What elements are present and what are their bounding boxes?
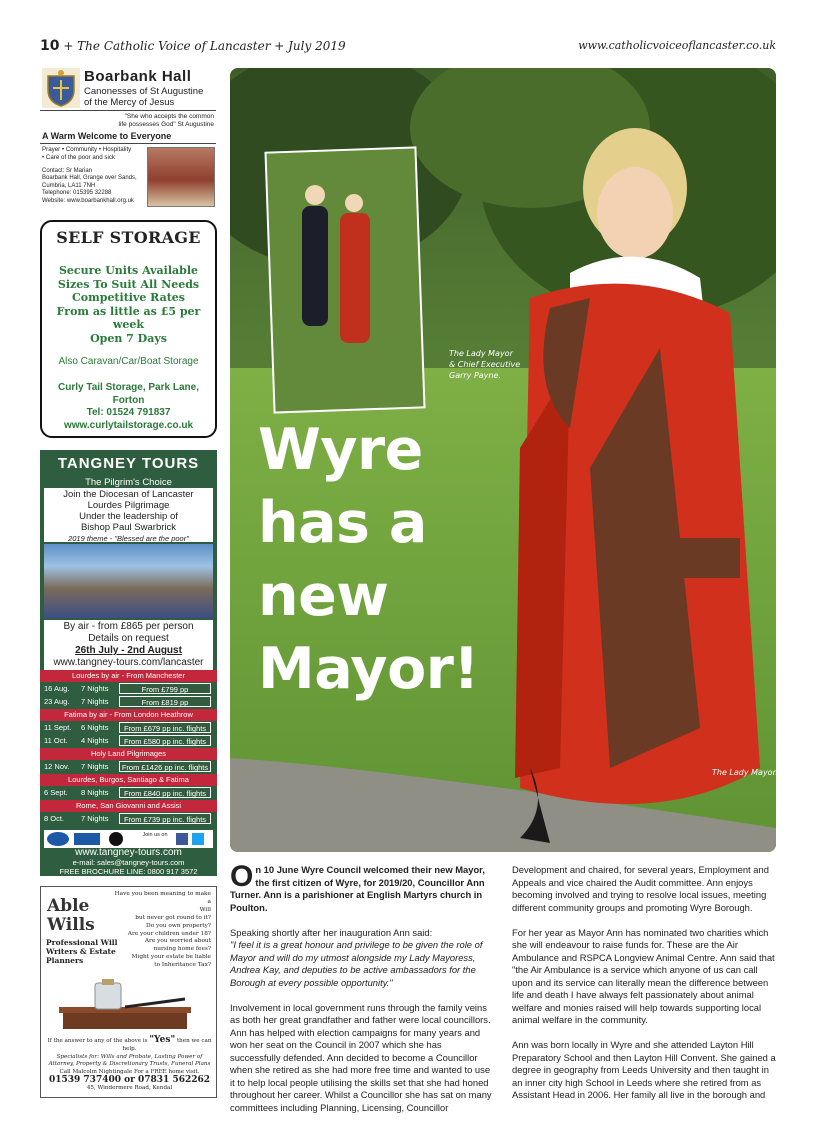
trip-date: 23 Aug. <box>44 697 70 706</box>
contact-line: Cumbria, LA11 7NH <box>42 182 96 189</box>
ad-subtitle: Canonesses of St Augustine <box>84 86 204 97</box>
feature-line: Sizes To Suit All Needs <box>57 277 200 291</box>
trip-nights: 7 Nights <box>81 697 109 706</box>
prof-line: Professional Will <box>46 938 118 947</box>
trip-row[interactable] <box>40 760 217 773</box>
ad-also: Also Caravan/Car/Boat Storage <box>58 356 199 367</box>
headline-line: has a <box>258 490 427 556</box>
ad-title: Boarbank Hall <box>84 68 192 85</box>
article-headline <box>258 414 479 706</box>
trip-date: 6 Sept. <box>44 788 68 797</box>
inkwell-pen-icon <box>55 977 195 1032</box>
paragraph: For her year as Mayor Ann has nominated two charities which she will endeavour to raise funds for. These are the Air Ambulance and RSPCA Longview Animal Centre. Ann said that "the Air Ambulance is a service which anyone of us can call upon and its service can literally mean the difference between life and death I have always felt passionately about animal welfare and monies raised will help towards supporting local animal welfare in the community. <box>512 926 775 1025</box>
publication-line: + The Catholic Voice of Lancaster + July 2019 <box>63 39 346 53</box>
section-heading: Lourdes, Burgos, Santiago & Fatima <box>40 774 217 786</box>
ad-welcome: A Warm Welcome to Everyone <box>42 131 172 141</box>
paragraph: Ann was born locally in Wyre and she attended Layton Hill Preparatory School and then Layton Hill Convent. She gained a degree in geography from Leeds University and then taught in an inner city high School in Leeds where she retired from as Assistant Head in 2006. Her family all live in the borough and <box>512 1039 776 1100</box>
trip-price: From £679 pp inc. flights <box>119 722 211 733</box>
question-line: Will <box>199 906 211 913</box>
trip-price: From £739 pp inc. flights <box>119 813 211 824</box>
drop-cap: O <box>230 860 254 893</box>
header-left <box>40 38 346 54</box>
trip-nights: 7 Nights <box>81 684 109 693</box>
question-line: to Inheritance Tax? <box>154 962 211 969</box>
question-line: nursing home fees? <box>153 946 211 953</box>
answer-suffix: then we can help. <box>122 1038 212 1052</box>
headline-line: Wyre <box>258 417 423 483</box>
footer-email[interactable]: e-mail: sales@tangney-tours.com <box>72 858 185 867</box>
ad-contact <box>42 168 137 205</box>
photo-caption-inset <box>449 348 520 381</box>
prof-line: Planners <box>46 956 84 965</box>
offer-details: Details on request <box>88 633 169 644</box>
ad-subtitle: of the Mercy of Jesus <box>84 97 175 108</box>
pilgrimage-box <box>44 488 213 542</box>
phone-line: 01539 737400 or 07831 562262 <box>48 1074 211 1085</box>
accreditation-logos <box>44 830 213 848</box>
question-line: Are your children under 18? <box>127 930 211 937</box>
feature-line: From as little as £5 per <box>56 304 201 318</box>
question-line: Are you worried about <box>144 938 211 945</box>
theme-line: 2019 theme - "Blessed are the poor" <box>68 534 189 543</box>
divider <box>40 143 216 144</box>
section-heading: Rome, San Giovanni and Assisi <box>40 800 217 812</box>
phone-line: Tel: 01524 791837 <box>86 407 171 418</box>
trip-nights: 8 Nights <box>81 788 109 797</box>
paragraph: Involvement in local government runs through the family veins as both her great grandfather and father were local councillors. Ann has helped with election campaigns for many years and won her seat on the Council in 2007 which she has successfully defended. Ann decided to become a Councillor when she retired as she had more free time and wanted to use it to help local people utilising the skills set that she had honed throughout her career. Whilst a Councillor she has sat on many committees including Planning, Licensing, Councillor <box>230 1001 492 1113</box>
offer-url[interactable]: www.tangney-tours.com/lancaster <box>53 657 204 668</box>
ad-address <box>46 382 211 432</box>
trip-date: 11 Oct. <box>44 736 68 745</box>
trip-row[interactable] <box>40 682 217 695</box>
box-line: Bishop Paul Swarbrick <box>80 522 177 533</box>
trip-nights: 6 Nights <box>81 723 109 732</box>
trip-row[interactable] <box>40 695 217 708</box>
tangney-footer <box>40 848 217 876</box>
title-line: Wills <box>47 915 95 935</box>
prof-line: Writers & Estate <box>46 947 116 956</box>
chapel-photo <box>147 147 215 207</box>
title-line: Able <box>47 896 90 916</box>
ad-features <box>46 264 211 345</box>
feature-line: Open 7 Days <box>90 331 167 345</box>
feature-line: week <box>112 318 145 331</box>
address-line: Forton <box>112 394 145 406</box>
list-item: Prayer • Community • Hospitality <box>42 146 132 153</box>
article-column-1 <box>230 860 494 1127</box>
question-line: Do you own property? <box>146 922 211 929</box>
pilgrims-photo <box>44 544 213 618</box>
page-header <box>40 38 776 56</box>
ad-able-wills[interactable] <box>40 886 217 1098</box>
ad-title: TANGNEY TOURS <box>57 455 200 472</box>
trip-date: 16 Aug. <box>44 684 70 693</box>
address-line: 45, Windermere Road, Kendal <box>86 1084 173 1091</box>
ad-quote: life possesses God" St Augustine <box>118 121 214 128</box>
box-line: Lourdes Pilgrimage <box>87 500 170 511</box>
trip-nights: 7 Nights <box>81 762 109 771</box>
ad-questions <box>113 891 211 970</box>
ad-title: SELF STORAGE <box>56 228 201 247</box>
page-number: 10 <box>40 38 60 54</box>
offer-dates: 26th July - 2nd August <box>75 645 182 656</box>
ad-tangney-tours[interactable] <box>40 450 217 848</box>
join-label: Join us on <box>142 832 168 838</box>
contact-line[interactable]: Website: www.boarbankhall.org.uk <box>42 197 134 204</box>
paragraph: Speaking shortly after her inauguration Ann said: <box>230 926 433 938</box>
footer-phone: FREE BROCHURE LINE: 0800 917 3572 <box>59 867 198 876</box>
trip-date: 8 Oct. <box>44 814 65 823</box>
caption-line: The Lady Mayor <box>449 349 513 358</box>
crest-icon <box>42 68 80 108</box>
photo-caption-main: The Lady Mayor. <box>712 768 778 777</box>
answer-word: "Yes" <box>149 1035 176 1045</box>
contact-line: Telephone: 015395 32288 <box>42 190 112 197</box>
trip-price: From £1426 pp inc. flights <box>119 761 211 772</box>
specialists-line: Specialists for: Wills and Probate, Lasting Power of Attorney, Property & Discretionary Trusts, Funeral Plans <box>48 1053 211 1068</box>
footer-url[interactable]: www.tangney-tours.com <box>75 848 182 858</box>
trip-row[interactable] <box>40 734 217 747</box>
feature-line: Secure Units Available <box>58 264 199 277</box>
section-heading: Fatima by air - From London Heathrow <box>40 709 217 721</box>
box-line: Under the leadership of <box>79 511 178 522</box>
contact-line: Contact: Sr Marian <box>42 168 93 174</box>
trip-row[interactable] <box>40 721 217 734</box>
answer-prefix: If the answer to any of the above is <box>47 1038 148 1044</box>
trip-row[interactable] <box>40 812 217 825</box>
caption-line: Garry Payne. <box>449 371 501 380</box>
ad-tagline: The Pilgrim's Choice <box>85 477 172 488</box>
lead-paragraph <box>230 860 494 914</box>
question-line: but never got round to it? <box>135 914 211 921</box>
question-line: Might your estate be liable <box>131 954 211 961</box>
lead-text: n 10 June Wyre Council welcomed their new Mayor, the first citizen of Wyre, for 2019/20, Councillor Ann Turner. Ann is a parishioner at English Martyrs church in Poulton. <box>230 864 485 913</box>
headline-line: new <box>258 563 389 629</box>
ad-self-storage[interactable] <box>40 220 217 438</box>
trip-nights: 7 Nights <box>81 814 109 823</box>
question-line: Have you been meaning to make a <box>114 891 211 905</box>
logos-strip-icon <box>44 830 213 848</box>
offer-price: By air - from £865 per person <box>63 621 194 632</box>
box-line: Join the Diocesan of Lancaster <box>63 489 194 500</box>
ad-boarbank-hall[interactable] <box>40 64 216 210</box>
answer-line <box>44 1037 215 1054</box>
trip-price: From £580 pp inc. flights <box>119 735 211 746</box>
trip-date: 12 Nov. <box>44 762 70 771</box>
ad-list <box>42 146 131 162</box>
contact-line: Boarbank Hall, Grange over Sands, <box>42 175 137 182</box>
list-item: • Care of the poor and sick <box>42 154 116 161</box>
ad-professional <box>46 938 118 965</box>
ad-title <box>47 897 95 935</box>
trip-price: From £799 pp <box>119 683 211 694</box>
trip-row[interactable] <box>40 786 217 799</box>
ad-quote: "She who accepts the common <box>124 113 214 120</box>
trip-price: From £819 pp <box>119 696 211 707</box>
website-link[interactable]: www.catholicvoiceoflancaster.co.uk <box>578 39 776 52</box>
caption-line: & Chief Executive <box>449 360 521 369</box>
paragraph: Development and chaired, for several years, Employment and Appeals and vice chaired the Audit committee. Ann enjoys becoming involved and trying to resolve local issues, meeting different community groups and promoting Wyre Borough. <box>512 864 769 913</box>
website-line[interactable]: www.curlytailstorage.co.uk <box>63 419 194 431</box>
trip-price: From £840 pp inc. flights <box>119 787 211 798</box>
trip-date: 11 Sept. <box>44 723 72 732</box>
address-line: Curly Tail Storage, Park Lane, <box>58 382 199 393</box>
section-heading: Lourdes by air - From Manchester <box>40 670 217 682</box>
offer-box <box>44 620 213 671</box>
quote-paragraph: "I feel it is a great honour and privilege to be given the role of Mayor and will do my utmost alongside my Lady Mayoress, Andrea Kay, and deputies to be active ambassadors for the Borough at every possible opportunity." <box>230 939 483 988</box>
trip-nights: 4 Nights <box>81 736 109 745</box>
ad-bottom <box>44 1037 215 1093</box>
article-column-2 <box>512 864 776 1114</box>
divider <box>40 110 216 111</box>
headline-line: Mayor! <box>258 636 479 702</box>
feature-line: Competitive Rates <box>72 291 185 304</box>
call-line: Call Malcolm Nightingale For a FREE home visit. <box>59 1069 200 1076</box>
section-heading: Holy Land Pilgrimages <box>40 748 217 760</box>
